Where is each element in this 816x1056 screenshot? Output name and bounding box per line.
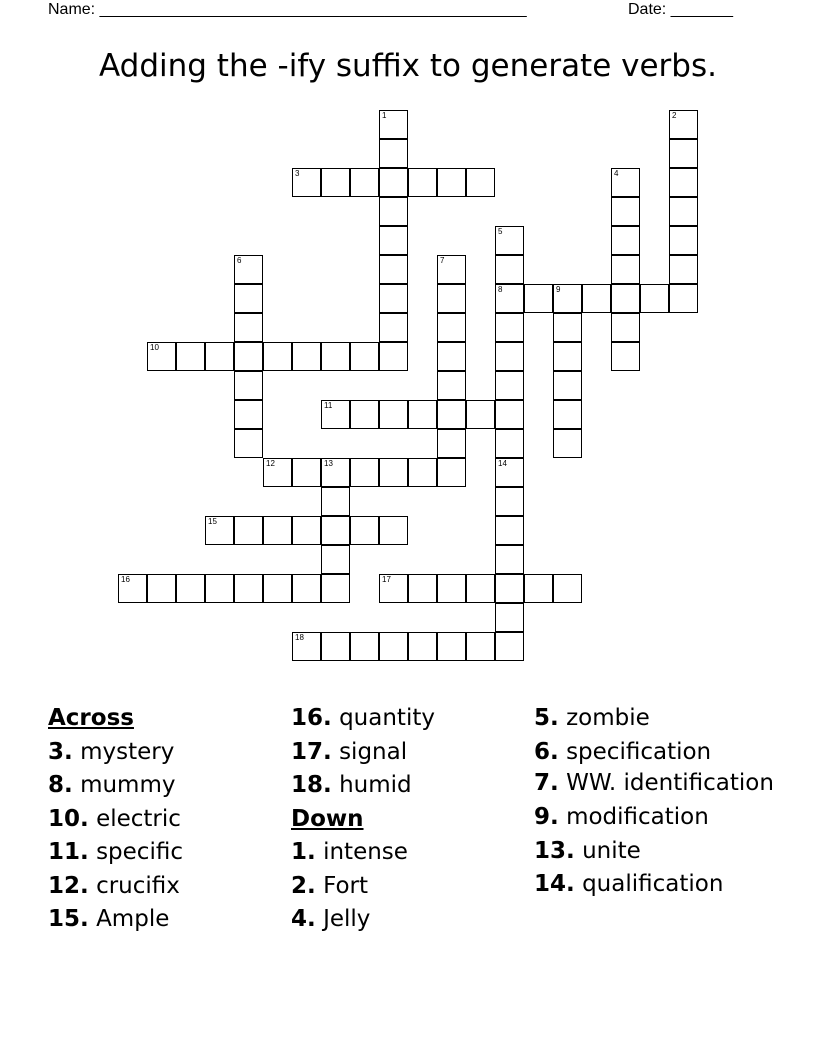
cell-number: 2	[672, 111, 677, 120]
grid-cell[interactable]	[379, 110, 408, 139]
grid-cell[interactable]	[669, 255, 698, 284]
grid-cell[interactable]	[553, 284, 582, 313]
cell-number: 15	[208, 517, 217, 526]
clue-down-4: 4. Jelly	[291, 906, 371, 932]
grid-cell[interactable]	[495, 516, 524, 545]
grid-cell[interactable]	[379, 168, 408, 197]
grid-cell[interactable]	[379, 226, 408, 255]
grid-cell[interactable]	[321, 516, 350, 545]
grid-cell[interactable]	[611, 284, 640, 313]
grid-cell[interactable]	[582, 284, 611, 313]
grid-cell[interactable]	[321, 487, 350, 516]
grid-cell[interactable]	[379, 400, 408, 429]
grid-cell[interactable]	[611, 255, 640, 284]
cell-number: 4	[614, 169, 619, 178]
grid-cell[interactable]	[292, 458, 321, 487]
cell-number: 6	[237, 256, 242, 265]
grid-cell[interactable]	[611, 313, 640, 342]
grid-cell[interactable]	[205, 574, 234, 603]
grid-cell[interactable]	[495, 284, 524, 313]
grid-cell[interactable]	[234, 400, 263, 429]
grid-cell[interactable]	[321, 458, 350, 487]
puzzle-title: Adding the -ify suffix to generate verbs.	[99, 48, 717, 84]
grid-cell[interactable]	[408, 400, 437, 429]
grid-cell[interactable]	[437, 284, 466, 313]
cell-number: 18	[295, 633, 304, 642]
grid-cell[interactable]	[640, 284, 669, 313]
grid-cell[interactable]	[379, 516, 408, 545]
grid-cell[interactable]	[437, 255, 466, 284]
cell-number: 13	[324, 459, 333, 468]
grid-cell[interactable]	[495, 545, 524, 574]
cell-number: 3	[295, 169, 300, 178]
grid-cell[interactable]	[437, 342, 466, 371]
grid-cell[interactable]	[176, 574, 205, 603]
grid-cell[interactable]	[147, 342, 176, 371]
grid-cell[interactable]	[321, 574, 350, 603]
grid-cell[interactable]	[611, 226, 640, 255]
grid-cell[interactable]	[350, 342, 379, 371]
grid-cell[interactable]	[379, 284, 408, 313]
grid-cell[interactable]	[466, 400, 495, 429]
across-heading: Across	[48, 705, 134, 731]
grid-cell[interactable]	[495, 574, 524, 603]
grid-cell[interactable]	[234, 342, 263, 371]
grid-cell[interactable]	[350, 516, 379, 545]
clue-across-10: 10. electric	[48, 805, 181, 832]
grid-cell[interactable]	[611, 197, 640, 226]
grid-cell[interactable]	[466, 574, 495, 603]
clue-across-12: 12. crucifix	[48, 872, 180, 899]
grid-cell[interactable]	[437, 574, 466, 603]
grid-cell[interactable]	[669, 197, 698, 226]
clue-across-11: 11. specific	[48, 839, 183, 865]
grid-cell[interactable]	[234, 429, 263, 458]
grid-cell[interactable]	[234, 255, 263, 284]
clue-column-2	[291, 702, 435, 937]
date-field-label[interactable]: Date: _______	[628, 1, 733, 18]
grid-cell[interactable]	[495, 255, 524, 284]
grid-cell[interactable]	[234, 371, 263, 400]
grid-cell[interactable]	[350, 632, 379, 661]
grid-cell[interactable]	[524, 574, 553, 603]
grid-cell[interactable]	[495, 487, 524, 516]
grid-cell[interactable]	[379, 574, 408, 603]
down-heading: Down	[291, 805, 364, 832]
grid-cell[interactable]	[292, 342, 321, 371]
grid-cell[interactable]	[466, 632, 495, 661]
grid-cell[interactable]	[408, 458, 437, 487]
grid-cell[interactable]	[321, 168, 350, 197]
grid-cell[interactable]	[147, 574, 176, 603]
grid-cell[interactable]	[524, 284, 553, 313]
grid-cell[interactable]	[437, 371, 466, 400]
grid-cell[interactable]	[553, 400, 582, 429]
clue-down-1: 1. intense	[291, 839, 408, 865]
grid-cell[interactable]	[379, 342, 408, 371]
clue-across-16: 16. quantity	[291, 705, 435, 731]
grid-cell[interactable]	[379, 458, 408, 487]
grid-cell[interactable]	[669, 284, 698, 313]
cell-number: 11	[324, 401, 333, 410]
grid-cell[interactable]	[321, 342, 350, 371]
grid-cell[interactable]	[176, 342, 205, 371]
grid-cell[interactable]	[263, 342, 292, 371]
clue-down-5: 5. zombie	[534, 705, 650, 731]
grid-cell[interactable]	[205, 342, 234, 371]
grid-cell[interactable]	[553, 429, 582, 458]
grid-cell[interactable]	[553, 342, 582, 371]
grid-cell[interactable]	[495, 458, 524, 487]
cell-number: 9	[556, 285, 561, 294]
grid-cell[interactable]	[321, 632, 350, 661]
grid-cell[interactable]	[495, 400, 524, 429]
grid-cell[interactable]	[553, 371, 582, 400]
grid-cell[interactable]	[495, 226, 524, 255]
clue-across-15: 15. Ample	[48, 906, 170, 932]
grid-cell[interactable]	[350, 168, 379, 197]
clue-across-17: 17. signal	[291, 738, 408, 765]
clue-across-8: 8. mummy	[48, 772, 176, 798]
clue-down-13: 13. unite	[534, 837, 641, 864]
cell-number: 12	[266, 459, 275, 468]
name-field-label[interactable]: Name: ________________________________________________	[48, 1, 527, 18]
clue-across-3: 3. mystery	[48, 738, 175, 765]
grid-cell[interactable]	[408, 632, 437, 661]
cell-number: 16	[121, 575, 130, 584]
grid-cell[interactable]	[263, 458, 292, 487]
grid-cell[interactable]	[611, 168, 640, 197]
clue-down-7: 7. WW. identification	[534, 770, 774, 796]
grid-cell[interactable]	[234, 574, 263, 603]
grid-cell[interactable]	[495, 429, 524, 458]
cell-number: 8	[498, 285, 503, 294]
grid-cell[interactable]	[611, 342, 640, 371]
cell-number: 5	[498, 227, 503, 236]
grid-cell[interactable]	[553, 574, 582, 603]
grid-cell[interactable]	[292, 168, 321, 197]
cell-number: 7	[440, 256, 445, 265]
clue-down-9: 9. modification	[534, 804, 709, 830]
grid-cell[interactable]	[379, 139, 408, 168]
grid-cell[interactable]	[234, 313, 263, 342]
grid-cell[interactable]	[437, 400, 466, 429]
grid-cell[interactable]	[321, 545, 350, 574]
grid-cell[interactable]	[495, 632, 524, 661]
grid-cell[interactable]	[379, 197, 408, 226]
grid-cell[interactable]	[466, 168, 495, 197]
grid-cell[interactable]	[495, 371, 524, 400]
grid-cell[interactable]	[408, 168, 437, 197]
grid-cell[interactable]	[553, 313, 582, 342]
grid-cell[interactable]	[437, 632, 466, 661]
clue-column-3	[534, 702, 774, 902]
grid-cell[interactable]	[437, 168, 466, 197]
grid-cell[interactable]	[234, 516, 263, 545]
grid-cell[interactable]	[379, 255, 408, 284]
grid-cell[interactable]	[669, 168, 698, 197]
grid-cell[interactable]	[292, 516, 321, 545]
clue-across-18: 18. humid	[291, 772, 412, 798]
grid-cell[interactable]	[292, 574, 321, 603]
cell-number: 17	[382, 575, 391, 584]
grid-cell[interactable]	[437, 429, 466, 458]
grid-cell[interactable]	[379, 313, 408, 342]
grid-cell[interactable]	[408, 574, 437, 603]
grid-cell[interactable]	[495, 603, 524, 632]
clue-down-2: 2. Fort	[291, 872, 369, 899]
grid-cell[interactable]	[350, 458, 379, 487]
grid-cell[interactable]	[669, 226, 698, 255]
clue-down-6: 6. specification	[534, 738, 712, 765]
grid-cell[interactable]	[495, 342, 524, 371]
grid-cell[interactable]	[437, 313, 466, 342]
grid-cell[interactable]	[292, 632, 321, 661]
cell-number: 1	[382, 111, 387, 120]
grid-cell[interactable]	[118, 574, 147, 603]
clue-column-1	[48, 702, 183, 937]
cell-number: 14	[498, 459, 507, 468]
grid-cell[interactable]	[234, 284, 263, 313]
grid-cell[interactable]	[205, 516, 234, 545]
cell-number: 10	[150, 343, 159, 352]
grid-cell[interactable]	[495, 313, 524, 342]
grid-cell[interactable]	[263, 516, 292, 545]
grid-cell[interactable]	[379, 632, 408, 661]
grid-cell[interactable]	[437, 458, 466, 487]
clue-down-14: 14. qualification	[534, 871, 724, 897]
grid-cell[interactable]	[350, 400, 379, 429]
grid-cell[interactable]	[263, 574, 292, 603]
grid-cell[interactable]	[669, 139, 698, 168]
grid-cell[interactable]	[321, 400, 350, 429]
grid-cell[interactable]	[669, 110, 698, 139]
